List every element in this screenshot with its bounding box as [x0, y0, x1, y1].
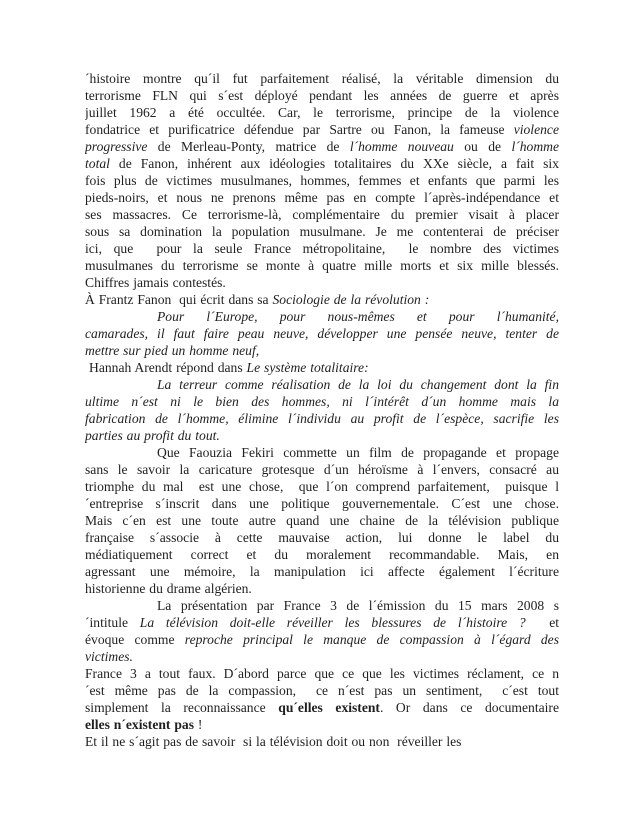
- text-segment: Que Faouzia Fekiri commette un film de propagande et propage: [157, 445, 559, 460]
- text-segment: historienne du drame algérien.: [85, 581, 252, 596]
- text-line: [85, 665, 559, 682]
- text-line: [85, 444, 559, 461]
- text-line: [85, 716, 559, 733]
- text-segment: pieds-noirs, et nous ne prenons même pas en compte l´après-indépendance et: [85, 190, 559, 205]
- text-line: [85, 648, 559, 665]
- text-line: [85, 614, 559, 631]
- text-segment: musulmanes du terrorisme se monte à quatre mille morts et six mille blessés.: [85, 258, 559, 273]
- text-segment: . Or dans ce documentaire: [379, 700, 559, 715]
- text-segment: évoque comme: [85, 632, 185, 647]
- text-line: [85, 733, 559, 750]
- text-line: [85, 70, 559, 87]
- text-line: [85, 189, 559, 206]
- text-line: [85, 223, 559, 240]
- text-segment: fois plus de victimes musulmanes, hommes, femmes et enfants que parmi les: [85, 173, 559, 188]
- text-line: [85, 682, 559, 699]
- text-line: [85, 104, 559, 121]
- text-line: [85, 563, 559, 580]
- text-line: [85, 529, 559, 546]
- text-line: [85, 257, 559, 274]
- text-segment: total: [85, 156, 110, 171]
- text-segment: ultime n´est ni le bien des hommes, ni l´intérêt d´un homme mais la: [85, 394, 559, 409]
- text-line: [85, 359, 559, 376]
- text-line: [85, 376, 559, 393]
- text-segment: La télévision doit-elle réveiller les blessures de l´histoire ?: [139, 615, 526, 630]
- text-segment: France 3 a tout faux. D´abord parce que ce que les victimes réclament, ce n: [85, 666, 559, 681]
- text-segment: victimes.: [85, 649, 133, 664]
- text-segment: ses massacres. Ce terrorisme-là, complémentaire du premier visait à placer: [85, 207, 559, 222]
- text-line: [85, 308, 559, 325]
- text-segment: simplement la reconnaissance: [85, 700, 279, 715]
- text-segment: reproche principal le manque de compassion à l´égard des: [184, 632, 559, 647]
- text-line: [85, 240, 559, 257]
- text-segment: fabrication de l´homme, élimine l´individu au profit de l´espèce, sacrifie les: [85, 411, 559, 426]
- text-line: [85, 274, 559, 291]
- text-segment: agressant une mémoire, la manipulation ici affecte également l´écriture: [85, 564, 559, 579]
- text-segment: fondatrice et purificatrice défendue par Sartre ou Fanon, la fameuse: [85, 122, 514, 137]
- text-segment: !: [194, 717, 203, 732]
- text-segment: et: [525, 615, 559, 630]
- text-line: [85, 325, 559, 342]
- text-line: [85, 546, 559, 563]
- text-line: [85, 410, 559, 427]
- text-segment: de Fanon, inhérent aux idéologies totalitaires du XXe siècle, a fait six: [109, 156, 559, 171]
- text-segment: Chiffres jamais contestés.: [85, 275, 226, 290]
- text-segment: À Frantz Fanon qui écrit dans sa: [85, 292, 273, 307]
- text-segment: ´est même pas de la compassion, ce n´est pas un sentiment, c´est tout: [85, 683, 559, 698]
- text-segment: ´entreprise s´inscrit dans une politique gouvernementale. C´est une chose.: [85, 496, 559, 511]
- text-segment: sous sa domination la population musulmane. Je me contenterai de préciser: [85, 224, 559, 239]
- text-line: [85, 631, 559, 648]
- text-segment: Mais c´en est une toute autre quand une chaine de la télévision publique: [85, 513, 559, 528]
- text-line: [85, 121, 559, 138]
- text-segment: terrorisme FLN qui s´est déployé pendant les années de guerre et après: [85, 88, 559, 103]
- text-segment: elles n´existent pas: [85, 717, 194, 732]
- text-segment: Sociologie de la révolution :: [272, 292, 430, 307]
- text-segment: ici, que pour la seule France métropolitaine, le nombre des victimes: [85, 241, 559, 256]
- text-segment: ´intitule: [85, 615, 140, 630]
- text-line: [85, 495, 559, 512]
- text-block: [85, 70, 559, 750]
- text-line: [85, 342, 559, 359]
- text-line: [85, 461, 559, 478]
- text-line: [85, 206, 559, 223]
- text-line: [85, 512, 559, 529]
- text-line: [85, 155, 559, 172]
- text-line: [85, 87, 559, 104]
- text-segment: triomphe du mal est une chose, que l´on comprend parfaitement, puisque l: [85, 479, 559, 494]
- text-line: [85, 580, 559, 597]
- text-segment: l´homme nouveau: [349, 139, 454, 154]
- text-segment: La présentation par France 3 de l´émission du 15 mars 2008 s: [157, 598, 559, 613]
- text-segment: parties au profit du tout.: [85, 428, 220, 443]
- text-segment: ´histoire montre qu´il fut parfaitement réalisé, la véritable dimension du: [85, 71, 559, 86]
- text-segment: Hannah Arendt répond dans: [89, 360, 247, 375]
- text-segment: de Merleau-Ponty, matrice de: [147, 139, 350, 154]
- text-segment: ou de: [453, 139, 512, 154]
- text-line: [85, 478, 559, 495]
- text-segment: Pour l´Europe, pour nous-mêmes et pour l´humanité,: [157, 309, 559, 324]
- text-line: [85, 597, 559, 614]
- text-segment: Et il ne s´agit pas de savoir si la télévision doit ou non réveiller les: [85, 734, 462, 749]
- text-segment: La terreur comme réalisation de la loi du changement dont la fin: [157, 377, 559, 392]
- text-line: [85, 291, 559, 308]
- text-segment: juillet 1962 a été occultée. Car, le terrorisme, principe de la violence: [85, 105, 559, 120]
- text-segment: camarades, il faut faire peau neuve, développer une pensée neuve, tenter de: [85, 326, 559, 341]
- text-segment: qu´elles existent: [278, 700, 380, 715]
- text-segment: Le système totalitaire:: [246, 360, 369, 375]
- text-segment: l´homme: [511, 139, 559, 154]
- text-line: [85, 699, 559, 716]
- text-segment: sans le savoir la caricature grotesque d´un héroïsme à l´envers, consacré au: [85, 462, 559, 477]
- text-line: [85, 393, 559, 410]
- text-segment: médiatiquement correct et du moralement recommandable. Mais, en: [85, 547, 559, 562]
- text-line: [85, 172, 559, 189]
- text-line: [85, 427, 559, 444]
- text-segment: violence: [513, 122, 559, 137]
- text-segment: mettre sur pied un homme neuf,: [85, 343, 260, 358]
- text-line: [85, 138, 559, 155]
- text-segment: progressive: [85, 139, 148, 154]
- text-segment: française s´associe à cette mauvaise action, lui donne le label du: [85, 530, 559, 545]
